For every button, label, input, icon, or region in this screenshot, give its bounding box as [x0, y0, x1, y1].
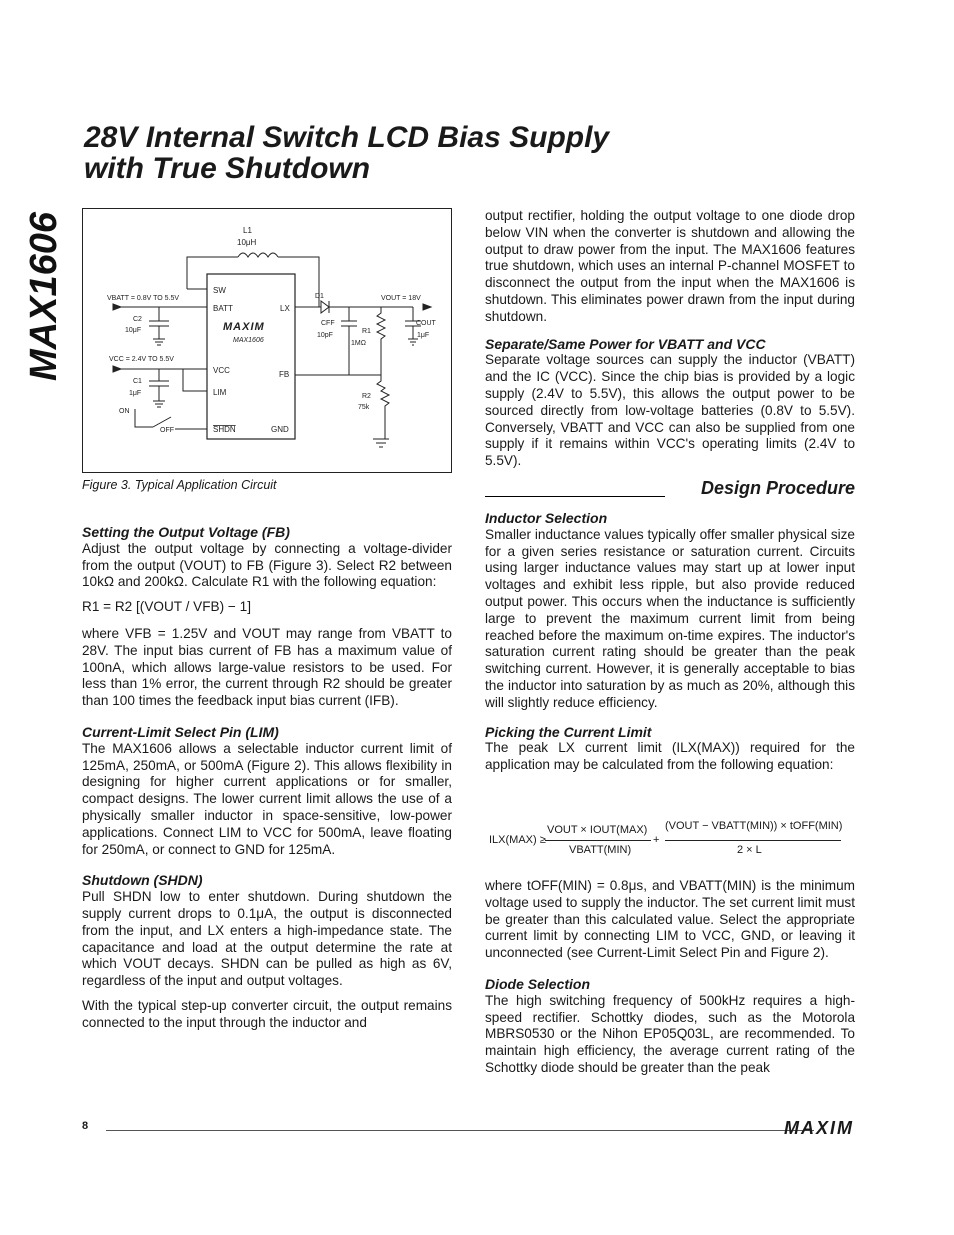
- section-rule: [485, 496, 665, 497]
- pin-gnd: GND: [271, 425, 289, 434]
- section-design-procedure: [485, 478, 855, 502]
- left-column: [82, 524, 452, 1032]
- heading-inductor: Inductor Selection: [485, 510, 608, 526]
- r1-resistor: [377, 307, 385, 375]
- l1-label: L1: [243, 226, 252, 235]
- footer-rule: [106, 1130, 814, 1131]
- pin-fb: FB: [279, 370, 290, 379]
- page-number: 8: [82, 1120, 89, 1132]
- para-shdn-2: With the typical step-up converter circuit, the output remains connected to the input through the inductor and: [82, 997, 452, 1030]
- formula-den1: VBATT(MIN): [569, 844, 632, 856]
- c1-value: 1μF: [129, 390, 142, 397]
- heading-separate-power: Separate/Same Power for VBATT and VCC: [485, 335, 766, 352]
- heading-shutdown: Shutdown (SHDN): [82, 872, 203, 889]
- right-column-bottom: [485, 878, 855, 1077]
- pin-vcc: VCC: [213, 366, 230, 375]
- l1-value: 10μH: [237, 238, 257, 247]
- title-line-1: 28V Internal Switch LCD Bias Supply: [84, 121, 610, 154]
- on-label: ON: [119, 408, 130, 415]
- equation-r1: R1 = R2 [(VOUT / VFB) − 1]: [82, 599, 251, 615]
- c2-value: 10μF: [125, 327, 142, 334]
- shdn-switch: [135, 409, 207, 429]
- formula-lhs: ILX(MAX) ≥: [489, 834, 546, 846]
- circuit-diagram: [83, 209, 451, 472]
- pin-shdn: SHDN: [213, 425, 236, 434]
- formula-num1: VOUT × IOUT(MAX): [547, 824, 648, 836]
- ic-logo: MAXIM: [223, 321, 265, 333]
- output-wire: [319, 301, 413, 313]
- off-label: OFF: [160, 427, 174, 434]
- side-part-label: MAX1606: [22, 212, 65, 381]
- r2-resistor: [295, 345, 389, 447]
- cout-cap: [405, 307, 421, 345]
- c1-label: C1: [133, 378, 142, 385]
- heading-diode: Diode Selection: [485, 975, 591, 992]
- pin-batt: BATT: [213, 304, 233, 313]
- para-picking: The peak LX current limit (ILX(MAX)) required for the application may be calculated from the following equation:: [485, 740, 855, 773]
- para-fb-2: where VFB = 1.25V and VOUT may range from VBATT to 28V. The input bias current of FB has a maximum value of 100nA, which allows large-value resistors to be used. For less than 1% error, the current through R2 should be greater than 100 times the feedback input bias current (IFB).: [82, 625, 452, 709]
- page-title: [84, 122, 609, 184]
- ic-part: MAX1606: [233, 337, 264, 344]
- r2-value: 75k: [358, 404, 370, 411]
- formula-plus: +: [653, 834, 660, 846]
- footer-logo: MAXIM: [784, 1118, 854, 1138]
- heading-picking-limit: Picking the Current Limit: [485, 723, 652, 740]
- heading-design-procedure: Design Procedure: [700, 478, 855, 498]
- formula-num2: (VOUT − VBATT(MIN)) × tOFF(MIN): [665, 820, 843, 832]
- vout-label: VOUT = 18V: [381, 295, 421, 302]
- para-inductor: Smaller inductance values typically offer smaller physical size for a given series resistance or saturation current. Circuits using larger inductance values may start up at lower input voltages and exhibit less ripple, but also provide reduced output power. This occurs when the inductance is sufficiently large to prevent the maximum current limit from being reached before the maximum on-time expires. The inductor's saturation current rating should be greater than the peak switching current. However, it is generally acceptable to bias the inductor into saturation by as much as 20%, although this will slightly reduce efficiency.: [485, 526, 855, 710]
- figure-caption: Figure 3. Typical Application Circuit: [82, 478, 277, 492]
- r1-label: R1: [362, 328, 371, 335]
- d1-label: D1: [315, 293, 324, 300]
- cout-label: COUT: [416, 320, 436, 327]
- para-diode: The high switching frequency of 500kHz requires a high-speed rectifier. Schottky diodes, such as the Motorola MBRS0530 or the Nihon EP05Q03L, are recommended. To maintain high efficiency, the average current rating of the Schottky diode should be greater than the peak: [485, 992, 855, 1075]
- heading-output-voltage: Setting the Output Voltage (FB): [82, 524, 290, 540]
- para-continued: output rectifier, holding the output voltage to one diode drop below VIN when the converter is shutdown and allowing the output to draw power from the input. The MAX1606 features true shutdown, which uses an internal P-channel MOSFET to disconnect the output from the input when the MAX1606 is shutdown. This eliminates power drawn from the input during shutdown.: [485, 208, 855, 324]
- vbatt-label: VBATT = 0.8V TO 5.5V: [107, 295, 180, 302]
- current-limit-formula: [485, 812, 855, 862]
- para-where: where tOFF(MIN) = 0.8μs, and VBATT(MIN) is the minimum voltage used to supply the inductor. The set current limit must be greater than this calculated value. Select the appropriate current limit by connecting LIM to VCC, GND, or leaving it unconnected (see Current-Limit Select Pin and Figure 2).: [485, 878, 855, 961]
- heading-current-limit: Current-Limit Select Pin (LIM): [82, 723, 279, 740]
- pin-sw: SW: [213, 286, 226, 295]
- formula-bar2: [665, 840, 841, 841]
- pin-lim: LIM: [213, 388, 227, 397]
- cff-value: 10pF: [317, 332, 333, 339]
- r1-value: 1MΩ: [351, 340, 366, 347]
- formula-den2: 2 × L: [737, 844, 762, 856]
- vcc-rail: [119, 369, 207, 407]
- para-separate: Separate voltage sources can supply the inductor (VBATT) and the IC (VCC). Since the chip bias is provided by a logic supply (2.4V to 5.5V), this allows the output power to be sourced directly from low-voltage batteries (0.8V to 5.5V). Conversely, VBATT and VCC can also be supplied from one supply if it remains within VCC's operating limits (2.4V to 5.5V).: [485, 352, 855, 469]
- c2-label: C2: [133, 316, 142, 323]
- cff-label: CFF: [321, 320, 335, 327]
- pin-lx: LX: [280, 304, 290, 313]
- r2-label: R2: [362, 393, 371, 400]
- right-column-design: [485, 510, 855, 774]
- cout-value: 1μF: [417, 332, 430, 339]
- title-line-2: with True Shutdown: [84, 152, 371, 185]
- para-fb-1: Adjust the output voltage by connecting a voltage-divider from the output (VOUT) to FB (Figure 3). Select R2 between 10kΩ and 200kΩ. Calculate R1 with the following equation:: [82, 540, 452, 590]
- para-lim: The MAX1606 allows a selectable inductor current limit of 125mA, 250mA, or 500mA (Figure 2). This allows flexibility in designing for higher current applications or for smaller, compact designs. The lower current limit allows the use of a physically smaller inductor in space-sensitive, low-power applications. Connect LIM to VCC for 500mA, leave floating for 250mA, or connect to GND for 125mA.: [82, 740, 452, 857]
- right-column-top: [485, 208, 855, 470]
- ic-box: [207, 274, 295, 439]
- para-shdn-1: Pull SHDN low to enter shutdown. During shutdown the supply current drops to 0.1μA, the output is disconnected from the input, and LX enters a high-impedance state. The capacitance and load at the output determine the rate at which VOUT decays. SHDN can be pulled as high as 6V, regardless of the input and output voltages.: [82, 889, 452, 989]
- page-footer: [82, 1118, 854, 1138]
- vbatt-rail: [119, 307, 207, 345]
- formula-bar1: [545, 840, 651, 841]
- circuit-figure: [82, 208, 452, 473]
- vcc-label: VCC = 2.4V TO 5.5V: [109, 356, 174, 363]
